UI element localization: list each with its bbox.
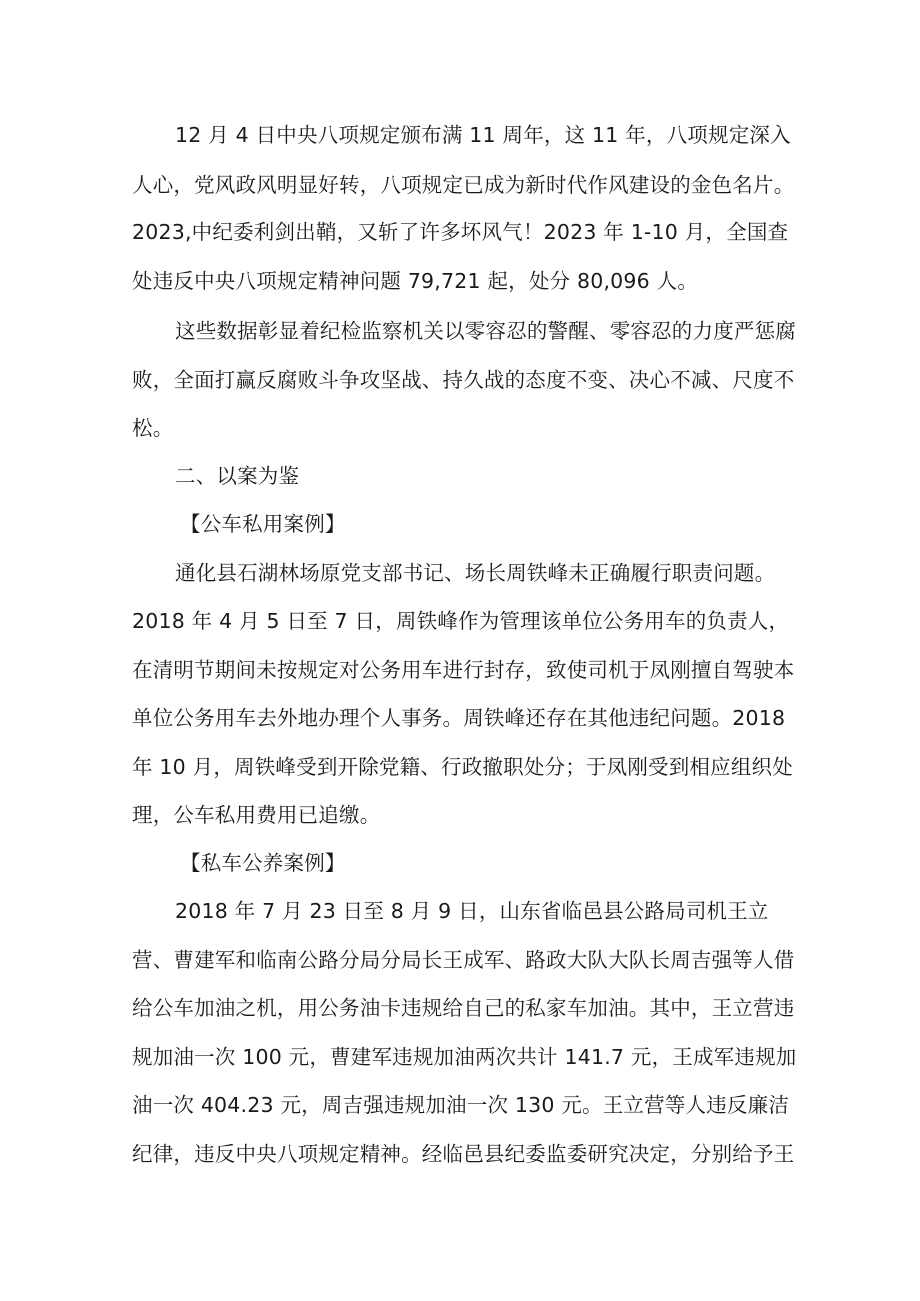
case-1-line-3: 在清明节期间未按规定对公务用车进行封存，致使司机于凤刚擅自驾驶本 bbox=[132, 658, 795, 682]
case-2-line-3: 给公车加油之机，用公务油卡违规给自己的私家车加油。其中，王立营违 bbox=[132, 996, 795, 1020]
case-2-line-1: 2018 年 7 月 23 日至 8 月 9 日，山东省临邑县公路局司机王立 bbox=[175, 899, 769, 923]
case-1-line-6: 理，公车私用费用已追缴。 bbox=[132, 803, 381, 827]
case-1-title: 【公车私用案例】 bbox=[180, 512, 346, 536]
case-1-line-1: 通化县石湖林场原党支部书记、场长周铁峰未正确履行职责问题。 bbox=[175, 561, 776, 585]
case-1-line-5: 年 10 月，周铁峰受到开除党籍、行政撤职处分；于凤刚受到相应组织处 bbox=[132, 755, 793, 779]
case-2-line-5: 油一次 404.23 元，周吉强违规加油一次 130 元。王立营等人违反廉洁 bbox=[132, 1093, 790, 1117]
case-2-line-2: 营、曹建军和临南公路分局分局长王成军、路政大队大队长周吉强等人借 bbox=[132, 948, 795, 972]
case-2-line-6: 纪律，违反中央八项规定精神。经临邑县纪委监委研究决定，分别给予王 bbox=[132, 1142, 795, 1166]
paragraph-1-line-1: 12 月 4 日中央八项规定颁布满 11 周年，这 11 年，八项规定深入 bbox=[175, 123, 791, 147]
case-1-line-4: 单位公务用车去外地办理个人事务。周铁峰还存在其他违纪问题。2018 bbox=[132, 706, 786, 730]
paragraph-1-line-2: 人心，党风政风明显好转，八项规定已成为新时代作风建设的金色名片。 bbox=[132, 173, 795, 197]
paragraph-2-line-3: 松。 bbox=[132, 416, 174, 440]
paragraph-2-line-2: 败，全面打赢反腐败斗争攻坚战、持久战的态度不变、决心不减、尺度不 bbox=[132, 368, 795, 392]
section-heading: 二、以案为鉴 bbox=[175, 464, 300, 488]
case-1-line-2: 2018 年 4 月 5 日至 7 日，周铁峰作为管理该单位公务用车的负责人， bbox=[132, 609, 790, 633]
paragraph-2-line-1: 这些数据彰显着纪检监察机关以零容忍的警醒、零容忍的力度严惩腐 bbox=[175, 319, 796, 343]
paragraph-1-line-3: 2023,中纪委利剑出鞘，又斩了许多坏风气！2023 年 1-10 月，全国查 bbox=[132, 220, 789, 244]
case-2-title: 【私车公养案例】 bbox=[180, 851, 346, 875]
paragraph-1-line-4: 处违反中央八项规定精神问题 79,721 起，处分 80,096 人。 bbox=[132, 269, 699, 293]
case-2-line-4: 规加油一次 100 元，曹建军违规加油两次共计 141.7 元，王成军违规加 bbox=[132, 1045, 797, 1069]
